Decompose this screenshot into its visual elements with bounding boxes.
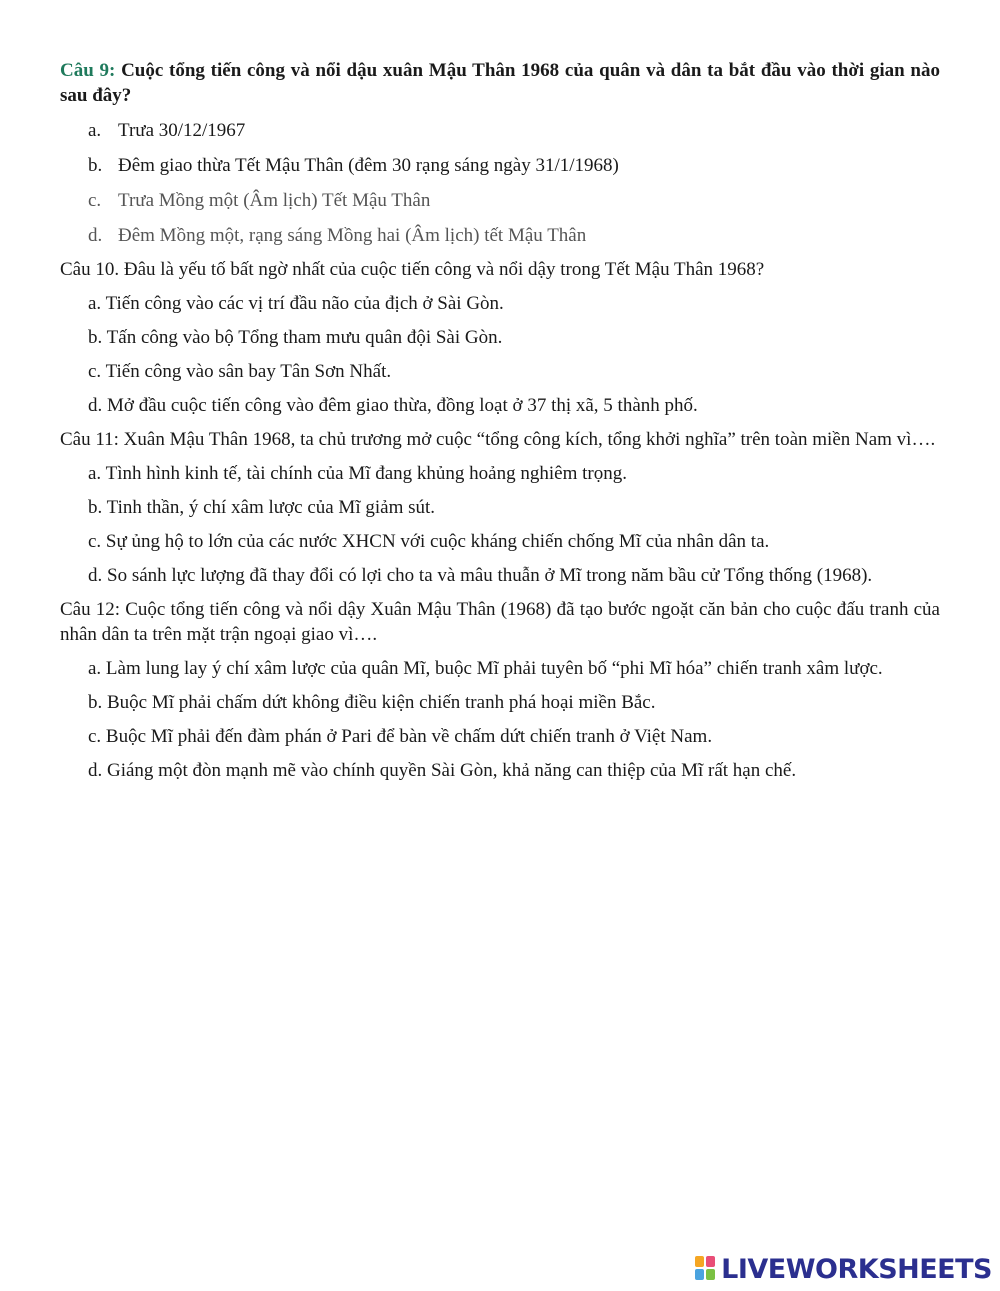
question-9: [60, 58, 940, 108]
question-9-option-c: c. Trưa Mồng một (Âm lịch) Tết Mậu Thân: [88, 190, 431, 211]
question-12-option-d: d. Giáng một đòn mạnh mẽ vào chính quyền Sài Gòn, khả năng can thiệp của Mĩ rất hạn chế.: [88, 760, 797, 781]
question-11-text: : Xuân Mậu Thân 1968, ta chủ trương mở cuộc “tổng công kích, tổng khởi nghĩa” trên toàn miền Nam vì….: [113, 429, 936, 450]
question-10-option-a: a. Tiến công vào các vị trí đầu não của địch ở Sài Gòn.: [88, 293, 504, 314]
question-10-option-b: b. Tấn công vào bộ Tổng tham mưu quân đội Sài Gòn.: [88, 327, 503, 348]
liveworksheets-logo: [695, 1254, 992, 1284]
liveworksheets-logo-text: LIVEWORKSHEETS: [721, 1253, 992, 1285]
liveworksheets-logo-icon: [695, 1256, 717, 1282]
question-11-option-d: d. So sánh lực lượng đã thay đổi có lợi cho ta và mâu thuẫn ở Mĩ trong năm bầu cử Tổng thống (1968).: [88, 565, 873, 586]
worksheet-page: [60, 58, 940, 783]
question-9-label: Câu 9:: [60, 60, 116, 81]
question-11-option-b: b. Tinh thần, ý chí xâm lược của Mĩ giảm sút.: [88, 497, 436, 518]
question-10: Câu 10. Đâu là yếu tố bất ngờ nhất của cuộc tiến công và nổi dậy trong Tết Mậu Thân 1968?: [60, 259, 765, 280]
question-12-option-b: b. Buộc Mĩ phải chấm dứt không điều kiện chiến tranh phá hoại miền Bắc.: [88, 692, 656, 713]
question-12: Câu 12: Cuộc tổng tiến công và nổi dậy Xuân Mậu Thân (1968) đã tạo bước ngoặt căn bản cho cuộc đấu tranh của nhân dân ta trên mặt trận ngoại giao vì….: [60, 599, 940, 645]
question-9-text: Cuộc tổng tiến công và nổi dậu xuân Mậu Thân 1968 của quân và dân ta bắt đầu vào thời gian nào sau đây?: [60, 60, 941, 106]
question-11-option-c: c. Sự ủng hộ to lớn của các nước XHCN với cuộc kháng chiến chống Mĩ của nhân dân ta.: [88, 531, 770, 552]
question-11: [60, 427, 940, 452]
question-9-option-d: d. Đêm Mồng một, rạng sáng Mồng hai (Âm lịch) tết Mậu Thân: [88, 225, 587, 246]
question-9-option-a: a. Trưa 30/12/1967: [88, 120, 246, 141]
question-11-option-a: a. Tình hình kinh tế, tài chính của Mĩ đang khủng hoảng nghiêm trọng.: [88, 463, 627, 484]
question-11-label: Câu 11: [60, 429, 114, 450]
question-10-option-c: c. Tiến công vào sân bay Tân Sơn Nhất.: [88, 361, 392, 382]
question-12-option-a: a. Làm lung lay ý chí xâm lược của quân Mĩ, buộc Mĩ phải tuyên bố “phi Mĩ hóa” chiến tranh xâm lược.: [88, 658, 883, 679]
question-10-option-d: d. Mở đầu cuộc tiến công vào đêm giao thừa, đồng loạt ở 37 thị xã, 5 thành phố.: [88, 395, 698, 416]
question-12-option-c: c. Buộc Mĩ phải đến đàm phán ở Pari để bàn về chấm dứt chiến tranh ở Việt Nam.: [88, 726, 713, 747]
question-9-option-b: b. Đêm giao thừa Tết Mậu Thân (đêm 30 rạng sáng ngày 31/1/1968): [88, 155, 619, 176]
